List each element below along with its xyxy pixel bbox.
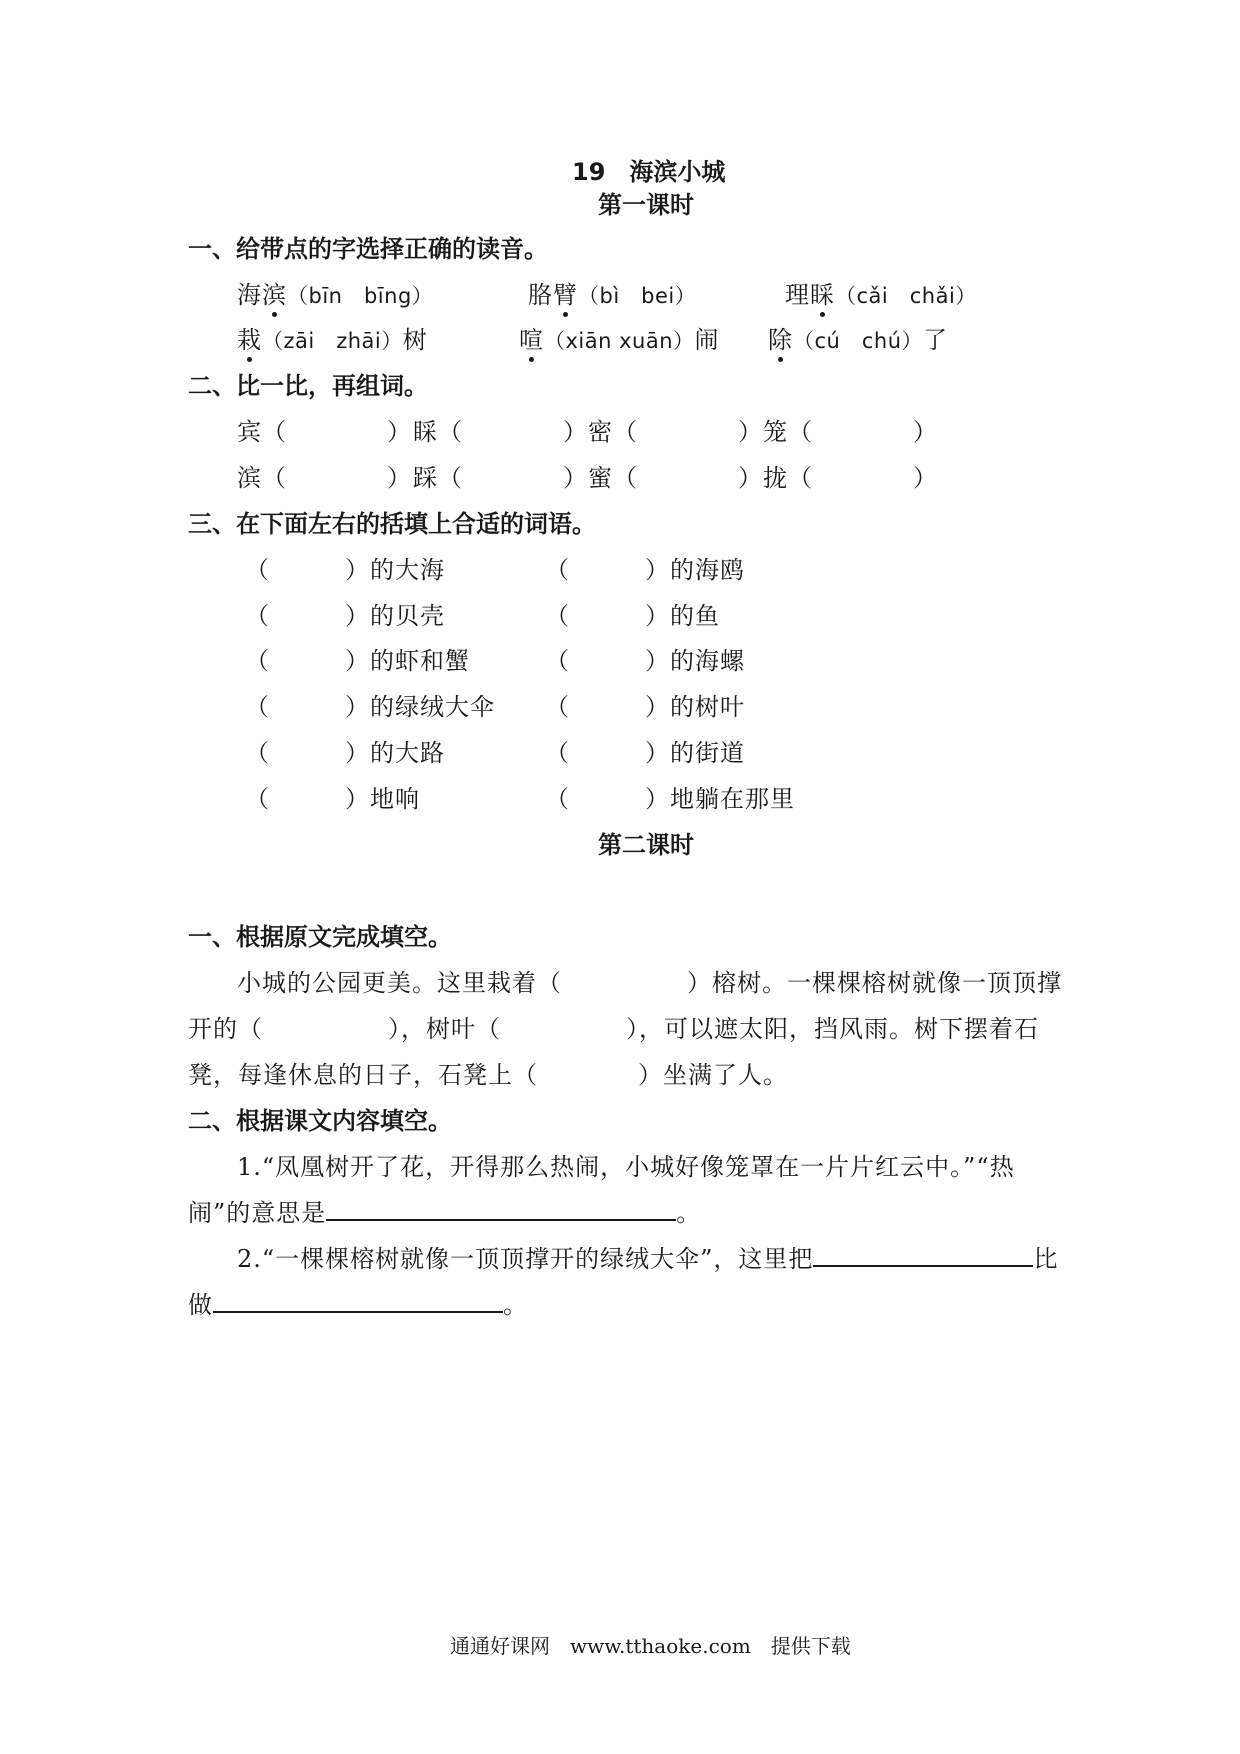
compare-word: 宾（ ） [237,418,412,446]
question-2-line-1: 2.“一棵棵榕树就像一顶顶撑开的绿绒大伞”，这里把 比 [237,1245,1059,1273]
l2-s2-heading: 二、根据课文内容填空。 [188,1107,452,1135]
pinyin-item-2: 胳臂（bì bei） [528,275,696,310]
question-1-line-1: 1.“凤凰树开了花，开得那么热闹，小城好像笼罩在一片片红云中。”“热 [237,1153,1015,1181]
fill-phrase-left: （ ）的大海 [245,556,445,584]
lesson1-heading: 第一课时 [598,191,694,219]
compare-word: 蜜（ ） [588,464,763,492]
fill-phrase-right: （ ）地躺在那里 [545,785,795,813]
footer-text: 通通好课网 www.tthaoke.com 提供下载 [450,1634,851,1658]
pinyin-item-6: 除（cú chú）了 [768,320,948,355]
l1-s2-heading: 二、比一比，再组词。 [188,372,428,400]
fill-phrase-left: （ ）的虾和蟹 [245,647,470,675]
pinyin-item-1: 海滨（bīn bīng） [237,275,433,310]
fill-phrase-left: （ ）地响 [245,785,420,813]
passage-line-3: 凳，每逢休息的日子，石凳上（ ）坐满了人。 [188,1061,788,1089]
question-1-line-2: 闹”的意思是 。 [188,1199,702,1227]
compare-word: 滨（ ） [237,464,412,492]
answer-blank[interactable] [213,1291,503,1313]
fill-phrase-right: （ ）的海鸥 [545,556,745,584]
fill-phrase-left: （ ）的贝壳 [245,602,445,630]
pinyin-item-3: 理睬（cǎi chǎi） [785,275,977,310]
compare-word: 踩（ ） [413,464,588,492]
question-2-line-2: 做 。 [188,1291,528,1319]
fill-phrase-right: （ ）的树叶 [545,693,745,721]
passage-line-1: 小城的公园更美。这里栽着（ ）榕树。一棵棵榕树就像一顶顶撑 [237,969,1062,997]
answer-blank[interactable] [813,1245,1033,1267]
compare-word: 睬（ ） [413,418,588,446]
lesson2-heading: 第二课时 [598,831,694,859]
l1-s1-heading: 一、给带点的字选择正确的读音。 [188,235,548,263]
answer-blank[interactable] [326,1199,676,1221]
fill-phrase-left: （ ）的大路 [245,739,445,767]
compare-word: 密（ ） [588,418,763,446]
pinyin-item-5: 喧（xiān xuān）闹 [519,320,720,355]
fill-phrase-left: （ ）的绿绒大伞 [245,693,495,721]
fill-phrase-right: （ ）的街道 [545,739,745,767]
fill-phrase-right: （ ）的海螺 [545,647,745,675]
l1-s3-heading: 三、在下面左右的括填上合适的词语。 [188,510,596,538]
compare-word: 笼（ ） [763,418,938,446]
pinyin-item-4: 栽（zāi zhāi）树 [237,320,428,355]
fill-phrase-right: （ ）的鱼 [545,602,720,630]
l2-s1-heading: 一、根据原文完成填空。 [188,923,452,951]
compare-word: 拢（ ） [763,464,938,492]
page-title: 19 海滨小城 [572,158,726,186]
passage-line-2: 开的（ ），树叶（ ），可以遮太阳，挡风雨。树下摆着石 [188,1015,1039,1043]
